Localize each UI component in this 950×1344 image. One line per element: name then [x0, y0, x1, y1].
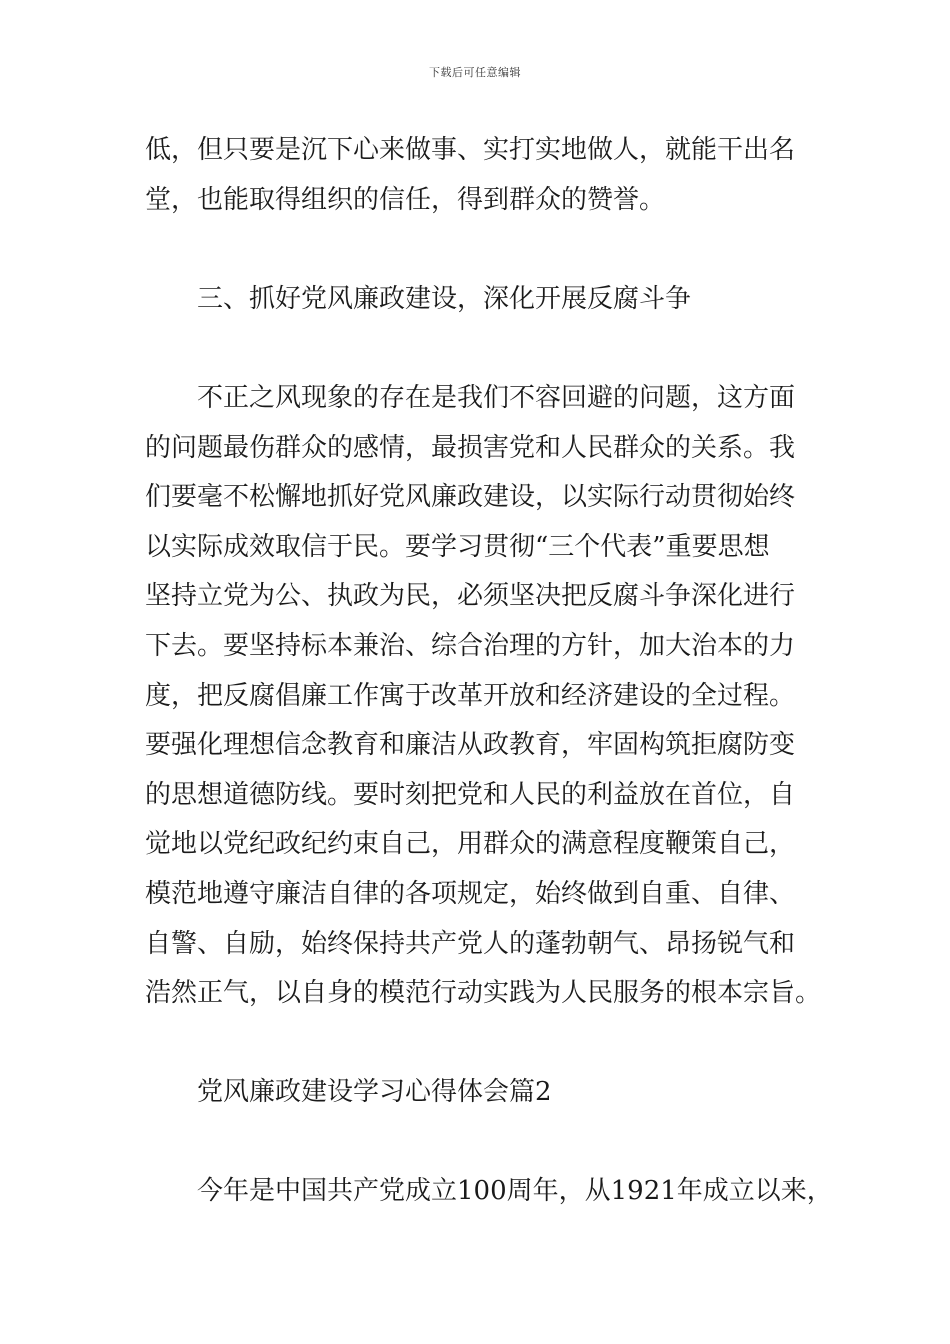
text-line: 不正之风现象的存在是我们不容回避的问题，这方面: [197, 383, 796, 413]
text-line: 今年是中国共产党成立100周年，从1921年成立以来，: [197, 1176, 833, 1206]
text-line: 要强化理想信念教育和廉洁从政教育，牢固构筑拒腐防变: [145, 730, 796, 760]
text-line: 浩然正气，以自身的模范行动实践为人民服务的根本宗旨。: [145, 978, 822, 1008]
text-line: 的思想道德防线。要时刻把党和人民的利益放在首位，自: [145, 780, 796, 810]
section-heading: 三、抓好党风廉政建设，深化开展反腐斗争: [197, 284, 692, 314]
text-line: 下去。要坚持标本兼治、综合治理的方针，加大治本的力: [145, 631, 796, 661]
text-line: 们要毫不松懈地抓好党风廉政建设，以实际行动贯彻始终: [145, 482, 796, 512]
text-line: 以实际成效取信于民。要学习贯彻“三个代表”重要思想: [145, 532, 770, 562]
text-line: 低，但只要是沉下心来做事、实打实地做人，就能干出名: [145, 135, 796, 165]
text-line: 堂，也能取得组织的信任，得到群众的赞誉。: [145, 185, 666, 215]
text-line: 坚持立党为公、执政为民，必须坚决把反腐斗争深化进行: [145, 581, 796, 611]
text-line: 自警、自励，始终保持共产党人的蓬勃朝气、昂扬锐气和: [145, 929, 796, 959]
page-header: 下载后可任意编辑: [429, 66, 521, 79]
text-line: 度，把反腐倡廉工作寓于改革开放和经济建设的全过程。: [145, 681, 796, 711]
text-line: 模范地遵守廉洁自律的各项规定，始终做到自重、自律、: [145, 879, 796, 909]
text-line: 的问题最伤群众的感情，最损害党和人民群众的关系。我: [145, 433, 796, 463]
section-heading: 党风廉政建设学习心得体会篇2: [197, 1077, 552, 1107]
text-line: 觉地以党纪政纪约束自己，用群众的满意程度鞭策自己，: [145, 829, 796, 859]
